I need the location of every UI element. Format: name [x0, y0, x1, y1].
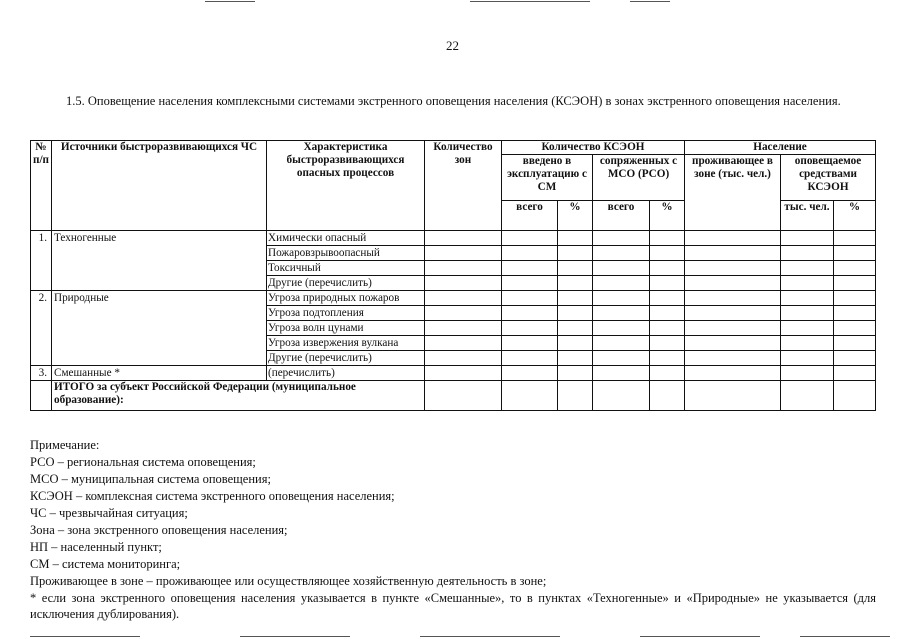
- notified-thousand-cell[interactable]: [781, 381, 834, 411]
- living-cell[interactable]: [685, 321, 781, 336]
- living-cell[interactable]: [685, 381, 781, 411]
- notified-thousand-cell[interactable]: [781, 276, 834, 291]
- paired-percent-cell[interactable]: [650, 381, 685, 411]
- notified-thousand-cell[interactable]: [781, 366, 834, 381]
- zones-count-cell[interactable]: [425, 381, 502, 411]
- header-notified-thousand: тыс. чел.: [781, 201, 834, 231]
- paired-percent-cell[interactable]: [650, 261, 685, 276]
- paired-total-cell[interactable]: [593, 231, 650, 246]
- notified-thousand-cell[interactable]: [781, 291, 834, 306]
- notified-thousand-cell[interactable]: [781, 321, 834, 336]
- notified-percent-cell[interactable]: [834, 261, 876, 276]
- header-zones-count: Количество зон: [425, 141, 502, 231]
- notified-thousand-cell[interactable]: [781, 306, 834, 321]
- paired-total-cell[interactable]: [593, 321, 650, 336]
- paired-percent-cell[interactable]: [650, 231, 685, 246]
- scan-edge-line-bottom: [800, 636, 890, 637]
- source-name: Природные: [52, 291, 267, 366]
- scan-edge-line-top: [205, 1, 255, 2]
- characteristic-cell: Токсичный: [267, 261, 425, 276]
- page-number: 22: [446, 38, 459, 53]
- in-operation-percent-cell[interactable]: [558, 276, 593, 291]
- in-operation-percent-cell[interactable]: [558, 351, 593, 366]
- notified-thousand-cell[interactable]: [781, 336, 834, 351]
- notified-percent-cell[interactable]: [834, 291, 876, 306]
- section-heading: 1.5. Оповещение населения комплексными системами экстренного оповещения населения (КСЭОН) в зонах экстренного оповещения населения.: [66, 94, 841, 108]
- living-cell[interactable]: [685, 306, 781, 321]
- in-operation-percent-cell[interactable]: [558, 231, 593, 246]
- in-operation-percent-cell[interactable]: [558, 291, 593, 306]
- in-operation-percent-cell[interactable]: [558, 366, 593, 381]
- paired-percent-cell[interactable]: [650, 306, 685, 321]
- scan-edge-line-top: [630, 1, 670, 2]
- table-row: [31, 291, 876, 306]
- total-num-cell: [31, 381, 52, 411]
- paired-total-cell[interactable]: [593, 276, 650, 291]
- zones-count-cell[interactable]: [425, 336, 502, 351]
- scan-edge-line-bottom: [640, 636, 760, 637]
- header-living: проживающее в зоне (тыс. чел.): [685, 155, 781, 231]
- in-operation-percent-cell[interactable]: [558, 336, 593, 351]
- living-cell[interactable]: [685, 261, 781, 276]
- table-row: [31, 366, 876, 381]
- zones-count-cell[interactable]: [425, 321, 502, 336]
- zones-count-cell[interactable]: [425, 231, 502, 246]
- zones-count-cell[interactable]: [425, 276, 502, 291]
- paired-total-cell[interactable]: [593, 291, 650, 306]
- scan-edge-line-bottom: [30, 636, 140, 637]
- kseon-table: [30, 140, 876, 411]
- paired-total-cell[interactable]: [593, 366, 650, 381]
- row-num: 2.: [31, 291, 52, 366]
- notes-section: [30, 437, 876, 622]
- header-population: Население: [685, 141, 876, 155]
- paired-percent-cell[interactable]: [650, 246, 685, 261]
- paired-percent-cell[interactable]: [650, 336, 685, 351]
- paired-percent-cell[interactable]: [650, 291, 685, 306]
- in-operation-percent-cell[interactable]: [558, 381, 593, 411]
- note-item: КСЭОН – комплексная система экстренного оповещения населения;: [30, 489, 395, 503]
- zones-count-cell[interactable]: [425, 306, 502, 321]
- note-item: Проживающее в зоне – проживающее или осуществляющее хозяйственную деятельность в зоне;: [30, 574, 547, 588]
- paired-total-cell[interactable]: [593, 306, 650, 321]
- header-notified-percent: %: [834, 201, 876, 231]
- in-operation-total-cell[interactable]: [502, 246, 558, 261]
- header-paired-total: всего: [593, 201, 650, 231]
- header-paired: сопряженных с МСО (РСО): [593, 155, 685, 201]
- characteristic-cell: (перечислить): [267, 366, 425, 381]
- source-name: Техногенные: [52, 231, 267, 291]
- notified-percent-cell[interactable]: [834, 231, 876, 246]
- characteristic-cell: Угроза извержения вулкана: [267, 336, 425, 351]
- header-in-operation: введено в эксплуатацию с СМ: [502, 155, 593, 201]
- notified-thousand-cell[interactable]: [781, 351, 834, 366]
- in-operation-total-cell[interactable]: [502, 291, 558, 306]
- scan-edge-line-bottom: [420, 636, 560, 637]
- in-operation-total-cell[interactable]: [502, 336, 558, 351]
- scan-edge-line-bottom: [240, 636, 350, 637]
- notified-percent-cell[interactable]: [834, 321, 876, 336]
- living-cell[interactable]: [685, 291, 781, 306]
- zones-count-cell[interactable]: [425, 351, 502, 366]
- in-operation-total-cell[interactable]: [502, 231, 558, 246]
- in-operation-percent-cell[interactable]: [558, 306, 593, 321]
- scan-edge-line-top: [470, 1, 590, 2]
- living-cell[interactable]: [685, 246, 781, 261]
- zones-count-cell[interactable]: [425, 246, 502, 261]
- living-cell[interactable]: [685, 276, 781, 291]
- in-operation-total-cell[interactable]: [502, 261, 558, 276]
- note-item: Зона – зона экстренного оповещения населения;: [30, 523, 288, 537]
- zones-count-cell[interactable]: [425, 261, 502, 276]
- characteristic-cell: Угроза природных пожаров: [267, 291, 425, 306]
- in-operation-percent-cell[interactable]: [558, 321, 593, 336]
- paired-total-cell[interactable]: [593, 246, 650, 261]
- in-operation-percent-cell[interactable]: [558, 246, 593, 261]
- living-cell[interactable]: [685, 366, 781, 381]
- zones-count-cell[interactable]: [425, 291, 502, 306]
- zones-count-cell[interactable]: [425, 366, 502, 381]
- paired-percent-cell[interactable]: [650, 366, 685, 381]
- characteristic-cell: Пожаровзрывоопасный: [267, 246, 425, 261]
- notified-percent-cell[interactable]: [834, 381, 876, 411]
- note-item: СМ – система мониторинга;: [30, 557, 181, 571]
- notes-title: Примечание:: [30, 438, 100, 452]
- note-item: МСО – муниципальная система оповещения;: [30, 472, 271, 486]
- in-operation-total-cell[interactable]: [502, 321, 558, 336]
- notified-percent-cell[interactable]: [834, 306, 876, 321]
- in-operation-total-cell[interactable]: [502, 276, 558, 291]
- header-num: № п/п: [31, 141, 52, 231]
- living-cell[interactable]: [685, 336, 781, 351]
- header-sources: Источники быстроразвивающихся ЧС: [52, 141, 267, 231]
- characteristic-cell: Угроза волн цунами: [267, 321, 425, 336]
- notified-percent-cell[interactable]: [834, 336, 876, 351]
- notified-thousand-cell[interactable]: [781, 261, 834, 276]
- paired-total-cell[interactable]: [593, 381, 650, 411]
- notified-thousand-cell[interactable]: [781, 231, 834, 246]
- table-row-total: [31, 381, 876, 411]
- header-kseon-count: Количество КСЭОН: [502, 141, 685, 155]
- in-operation-total-cell[interactable]: [502, 366, 558, 381]
- notified-thousand-cell[interactable]: [781, 246, 834, 261]
- header-notified: оповещаемое средствами КСЭОН: [781, 155, 876, 201]
- notified-percent-cell[interactable]: [834, 351, 876, 366]
- paired-total-cell[interactable]: [593, 261, 650, 276]
- note-item: НП – населенный пункт;: [30, 540, 162, 554]
- header-paired-percent: %: [650, 201, 685, 231]
- paired-percent-cell[interactable]: [650, 351, 685, 366]
- characteristic-cell: Другие (перечислить): [267, 351, 425, 366]
- characteristic-cell: Угроза подтопления: [267, 306, 425, 321]
- notified-percent-cell[interactable]: [834, 246, 876, 261]
- row-num: 1.: [31, 231, 52, 291]
- paired-percent-cell[interactable]: [650, 321, 685, 336]
- in-operation-total-cell[interactable]: [502, 351, 558, 366]
- row-num: 3.: [31, 366, 52, 381]
- note-item-footnote: * если зона экстренного оповещения населения указывается в пункте «Смешанные», то в пунктах «Техногенные» и «Природные» не указывается (для исключения дублирования).: [30, 591, 876, 621]
- source-name: Смешанные *: [52, 366, 267, 381]
- living-cell[interactable]: [685, 351, 781, 366]
- characteristic-cell: Химически опасный: [267, 231, 425, 246]
- header-in-operation-total: всего: [502, 201, 558, 231]
- in-operation-total-cell[interactable]: [502, 306, 558, 321]
- paired-total-cell[interactable]: [593, 336, 650, 351]
- note-item: РСО – региональная система оповещения;: [30, 455, 256, 469]
- in-operation-total-cell[interactable]: [502, 381, 558, 411]
- total-label: ИТОГО за субъект Российской Федерации (муниципальное образование):: [52, 381, 425, 411]
- paired-total-cell[interactable]: [593, 351, 650, 366]
- header-in-operation-percent: %: [558, 201, 593, 231]
- living-cell[interactable]: [685, 231, 781, 246]
- notified-percent-cell[interactable]: [834, 276, 876, 291]
- notified-percent-cell[interactable]: [834, 366, 876, 381]
- table-row: [31, 231, 876, 246]
- in-operation-percent-cell[interactable]: [558, 261, 593, 276]
- note-item: ЧС – чрезвычайная ситуация;: [30, 506, 188, 520]
- header-characteristic: Характеристика быстроразвивающихся опасных процессов: [267, 141, 425, 231]
- paired-percent-cell[interactable]: [650, 276, 685, 291]
- characteristic-cell: Другие (перечислить): [267, 276, 425, 291]
